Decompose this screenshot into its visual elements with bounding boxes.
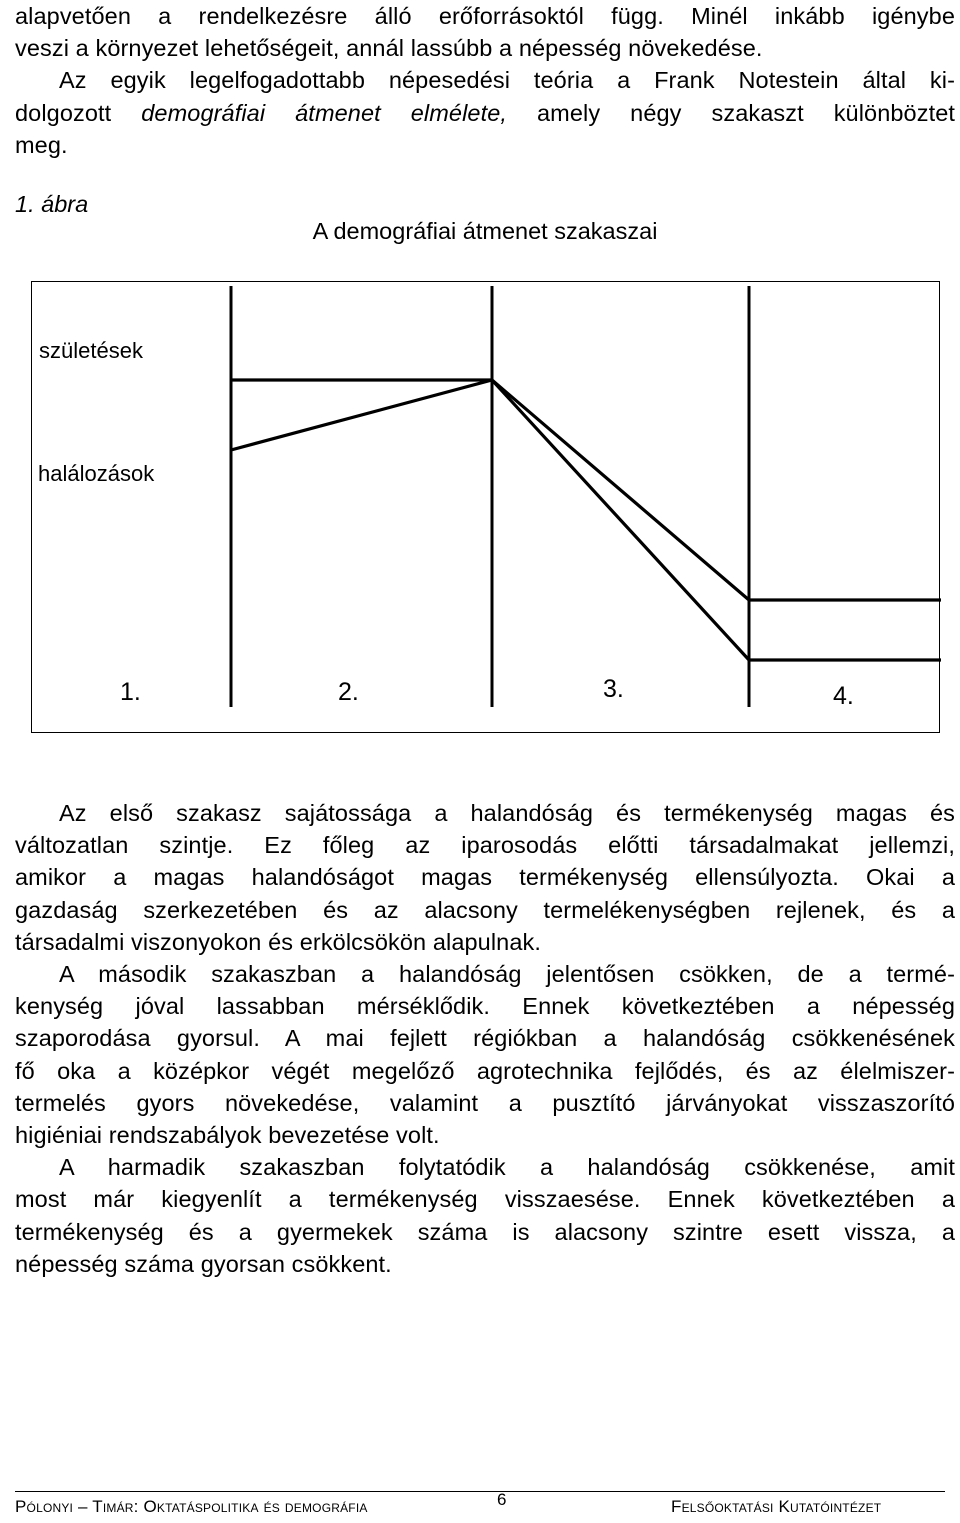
births-label: születések xyxy=(39,338,143,363)
intro-line-5: meg. xyxy=(15,131,68,158)
intro-line-3: Az egyik legelfogadottabb népesedési teória a Frank Notestein által ki- xyxy=(59,67,955,94)
footer-authors: Pólonyi – Timár: Oktatáspolitika és demográfia xyxy=(15,1497,368,1516)
deaths-label: halálozások xyxy=(38,461,155,486)
intro-line-4 xyxy=(15,97,955,129)
deaths-line xyxy=(231,380,941,660)
figure-lines xyxy=(32,282,941,734)
p2-line-1: A második szakaszban a halandóság jelentősen csökken, de a termé- xyxy=(59,961,955,988)
stage-label-2: 2. xyxy=(338,678,359,706)
intro-line-2: veszi a környezet lehetőségeit, annál lassúbb a népesség növekedése. xyxy=(15,35,763,62)
p2-line-2: kenység jóval lassabban mérséklődik. Ennek következtében a népesség xyxy=(15,993,955,1020)
p3-line-3: termékenység és a gyermekek száma is alacsony szintre esett vissza, a xyxy=(15,1218,955,1245)
intro-line-4-end: amely négy szakaszt különböztet xyxy=(507,99,956,126)
p1-line-5: társadalmi viszonyokon és erkölcsökön alapulnak. xyxy=(15,928,541,955)
intro-line-1: alapvetően a rendelkezésre álló erőforrásoktól függ. Minél inkább igénybe xyxy=(15,3,955,29)
body-text xyxy=(15,797,955,1280)
figure-title: A demográfiai átmenet szakaszai xyxy=(312,218,658,244)
p3-line-4: népesség száma gyorsan csökkent. xyxy=(15,1250,392,1277)
p2-line-4: fő oka a középkor végét megelőző agrotechnika fejlődés, és az élelmiszer- xyxy=(15,1057,955,1084)
p1-line-2: változatlan szintje. Ez főleg az iparosodás előtti társadalmakat jellemzi, xyxy=(15,832,955,859)
stage-label-4: 4. xyxy=(833,682,854,710)
intro-line-4-start: dolgozott xyxy=(15,99,142,126)
p3-line-1: A harmadik szakaszban folytatódik a halandóság csökkenése, amit xyxy=(59,1154,955,1181)
figure-label: 1. ábra xyxy=(15,191,89,217)
p3-line-2: most már kiegyenlít a termékenység visszaesése. Ennek következtében a xyxy=(15,1186,955,1213)
births-line xyxy=(231,380,941,600)
stage-label-1: 1. xyxy=(120,678,141,706)
p2-line-3: szaporodása gyorsul. A mai fejlett régiókban a halandóság csökkenésének xyxy=(15,1025,955,1052)
p1-line-1: Az első szakasz sajátossága a halandóság és termékenység magas és xyxy=(59,800,955,826)
demographic-transition-figure xyxy=(31,281,940,733)
intro-paragraph xyxy=(15,0,955,161)
stage-label-3: 3. xyxy=(603,675,624,703)
footer-institute: Felsőoktatási Kutatóintézet xyxy=(671,1497,882,1516)
p1-line-3: amikor a magas halandóságot magas termékenység ellensúlyozta. Okai a xyxy=(15,864,955,891)
p2-line-6: higiéniai rendszabályok bevezetése volt. xyxy=(15,1122,440,1149)
p1-line-4: gazdaság szerkezetében és az alacsony termelékenységben rejlenek, és a xyxy=(15,896,955,923)
p2-line-5: termelés gyors növekedése, valamint a pusztító járványokat visszaszorító xyxy=(15,1089,955,1116)
intro-emphasis: demográfiai átmenet elmélete, xyxy=(141,99,507,126)
footer-page-number: 6 xyxy=(497,1490,507,1509)
footer-rule xyxy=(15,1491,945,1492)
